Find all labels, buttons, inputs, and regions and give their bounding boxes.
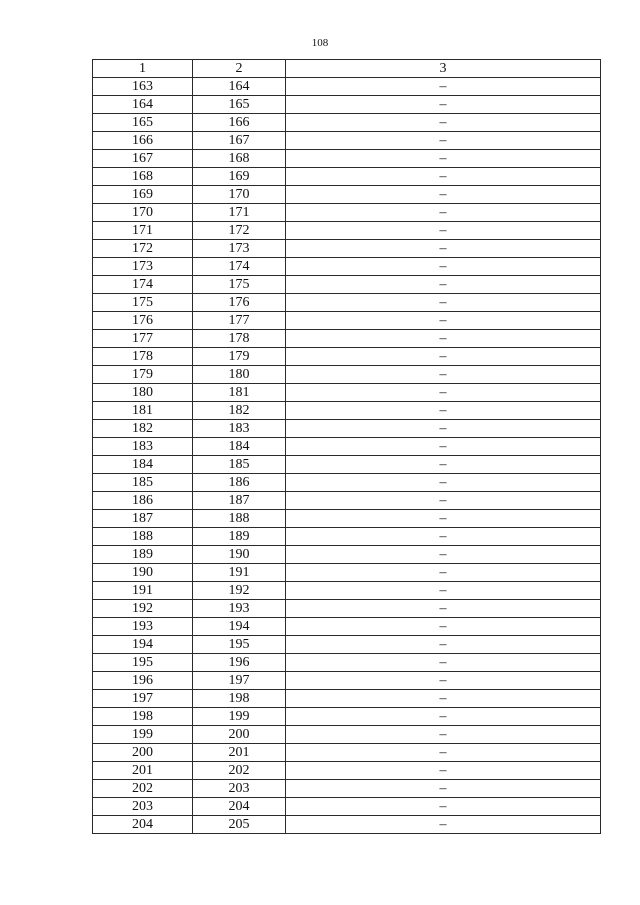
table-cell-col-2: 201 [193, 744, 286, 762]
table-cell-col-2: 174 [193, 258, 286, 276]
table-cell-col-1: 187 [93, 510, 193, 528]
table-cell-col-3: – [286, 636, 601, 654]
table-cell-col-3: – [286, 600, 601, 618]
table-cell-col-2: 185 [193, 456, 286, 474]
table-cell-col-3: – [286, 402, 601, 420]
table-cell-col-3: – [286, 708, 601, 726]
table-row [93, 492, 601, 510]
table-cell-col-2: 189 [193, 528, 286, 546]
table-row [93, 366, 601, 384]
table-row [93, 294, 601, 312]
table-cell-col-2: 169 [193, 168, 286, 186]
table-cell-col-2: 199 [193, 708, 286, 726]
table-cell-col-1: 178 [93, 348, 193, 366]
table-row [93, 510, 601, 528]
table-cell-col-1: 186 [93, 492, 193, 510]
table-row [93, 636, 601, 654]
table-cell-col-3: – [286, 186, 601, 204]
table-cell-col-2: 198 [193, 690, 286, 708]
table-cell-col-1: 193 [93, 618, 193, 636]
table-cell-col-2: 202 [193, 762, 286, 780]
table-cell-col-1: 164 [93, 96, 193, 114]
table-row [93, 780, 601, 798]
table-cell-col-2: 197 [193, 672, 286, 690]
table-row [93, 96, 601, 114]
table-cell-col-1: 202 [93, 780, 193, 798]
table-cell-col-2: 167 [193, 132, 286, 150]
table-row [93, 204, 601, 222]
table-cell-col-2: 186 [193, 474, 286, 492]
table-row [93, 186, 601, 204]
table-cell-col-2: 175 [193, 276, 286, 294]
table-cell-col-2: 191 [193, 564, 286, 582]
table-row [93, 600, 601, 618]
table-cell-col-3: – [286, 240, 601, 258]
table-cell-col-3: – [286, 546, 601, 564]
table-cell-col-1: 173 [93, 258, 193, 276]
table-cell-col-2: 200 [193, 726, 286, 744]
table-cell-col-3: – [286, 204, 601, 222]
table-cell-col-2: 182 [193, 402, 286, 420]
table-cell-col-3: – [286, 510, 601, 528]
table-cell-col-2: 193 [193, 600, 286, 618]
table-cell-col-3: – [286, 366, 601, 384]
table-cell-col-1: 197 [93, 690, 193, 708]
table-row [93, 132, 601, 150]
table-cell-col-2: 176 [193, 294, 286, 312]
table-cell-col-1: 167 [93, 150, 193, 168]
table-cell-col-1: 201 [93, 762, 193, 780]
table-cell-col-1: 185 [93, 474, 193, 492]
table-cell-col-1: 204 [93, 816, 193, 834]
table-row [93, 384, 601, 402]
page-number: 108 [311, 37, 329, 49]
table-cell-col-2: 190 [193, 546, 286, 564]
table-cell-col-3: – [286, 798, 601, 816]
table-cell-col-1: 190 [93, 564, 193, 582]
table-cell-col-1: 174 [93, 276, 193, 294]
table-cell-col-3: – [286, 492, 601, 510]
table-cell-col-1: 183 [93, 438, 193, 456]
table-cell-col-3: – [286, 438, 601, 456]
table-cell-col-2: 179 [193, 348, 286, 366]
table-cell-col-1: 176 [93, 312, 193, 330]
table-header [93, 60, 601, 78]
table-row [93, 438, 601, 456]
table-cell-col-3: – [286, 168, 601, 186]
data-table [92, 59, 601, 834]
table-cell-col-1: 175 [93, 294, 193, 312]
header-row [93, 60, 601, 78]
table-cell-col-1: 199 [93, 726, 193, 744]
table-cell-col-2: 203 [193, 780, 286, 798]
table-cell-col-1: 195 [93, 654, 193, 672]
column-header-1: 1 [93, 60, 193, 78]
table-row [93, 582, 601, 600]
table-cell-col-3: – [286, 150, 601, 168]
table-cell-col-2: 194 [193, 618, 286, 636]
table-cell-col-1: 192 [93, 600, 193, 618]
table-cell-col-3: – [286, 132, 601, 150]
table-cell-col-2: 172 [193, 222, 286, 240]
table-row [93, 546, 601, 564]
table-cell-col-2: 177 [193, 312, 286, 330]
table-cell-col-1: 170 [93, 204, 193, 222]
table-cell-col-3: – [286, 528, 601, 546]
table-row [93, 744, 601, 762]
table-cell-col-3: – [286, 294, 601, 312]
table-row [93, 528, 601, 546]
table-row [93, 168, 601, 186]
table-row [93, 726, 601, 744]
table-cell-col-3: – [286, 816, 601, 834]
table-cell-col-1: 188 [93, 528, 193, 546]
table-cell-col-2: 166 [193, 114, 286, 132]
table-cell-col-3: – [286, 384, 601, 402]
table-cell-col-1: 163 [93, 78, 193, 96]
table-cell-col-1: 180 [93, 384, 193, 402]
table-cell-col-3: – [286, 312, 601, 330]
table-cell-col-2: 188 [193, 510, 286, 528]
table-cell-col-1: 184 [93, 456, 193, 474]
table-cell-col-2: 192 [193, 582, 286, 600]
table-cell-col-3: – [286, 762, 601, 780]
table-row [93, 78, 601, 96]
table-row [93, 798, 601, 816]
table-row [93, 312, 601, 330]
table-cell-col-1: 203 [93, 798, 193, 816]
table-cell-col-3: – [286, 690, 601, 708]
table-cell-col-3: – [286, 744, 601, 762]
table-cell-col-1: 198 [93, 708, 193, 726]
table-cell-col-1: 169 [93, 186, 193, 204]
table-cell-col-3: – [286, 618, 601, 636]
table-row [93, 654, 601, 672]
table-cell-col-1: 171 [93, 222, 193, 240]
table-row [93, 420, 601, 438]
table-row [93, 348, 601, 366]
table-cell-col-3: – [286, 348, 601, 366]
table-cell-col-3: – [286, 564, 601, 582]
table-cell-col-2: 184 [193, 438, 286, 456]
table-cell-col-2: 164 [193, 78, 286, 96]
table-row [93, 258, 601, 276]
table-cell-col-1: 168 [93, 168, 193, 186]
table-cell-col-2: 180 [193, 366, 286, 384]
table-cell-col-1: 196 [93, 672, 193, 690]
table-cell-col-3: – [286, 258, 601, 276]
table-cell-col-1: 172 [93, 240, 193, 258]
table-cell-col-2: 171 [193, 204, 286, 222]
table-cell-col-1: 181 [93, 402, 193, 420]
table-cell-col-3: – [286, 582, 601, 600]
table-cell-col-1: 166 [93, 132, 193, 150]
table-row [93, 816, 601, 834]
table-cell-col-2: 196 [193, 654, 286, 672]
column-header-2: 2 [193, 60, 286, 78]
table-cell-col-3: – [286, 672, 601, 690]
table-cell-col-1: 189 [93, 546, 193, 564]
table-row [93, 708, 601, 726]
table-cell-col-2: 205 [193, 816, 286, 834]
table-cell-col-1: 179 [93, 366, 193, 384]
table-row [93, 456, 601, 474]
table-cell-col-3: – [286, 222, 601, 240]
table-cell-col-1: 191 [93, 582, 193, 600]
table-cell-col-3: – [286, 654, 601, 672]
table-cell-col-2: 178 [193, 330, 286, 348]
table-cell-col-1: 177 [93, 330, 193, 348]
table-cell-col-1: 194 [93, 636, 193, 654]
table-row [93, 564, 601, 582]
table-body [93, 78, 601, 834]
table-cell-col-3: – [286, 456, 601, 474]
table-row [93, 114, 601, 132]
table-cell-col-3: – [286, 276, 601, 294]
table-row [93, 762, 601, 780]
table-row [93, 402, 601, 420]
table-row [93, 474, 601, 492]
table-cell-col-3: – [286, 78, 601, 96]
table-cell-col-2: 195 [193, 636, 286, 654]
table-cell-col-1: 200 [93, 744, 193, 762]
table-cell-col-3: – [286, 114, 601, 132]
table-cell-col-2: 168 [193, 150, 286, 168]
table-row [93, 330, 601, 348]
column-header-3: 3 [286, 60, 601, 78]
table-cell-col-2: 181 [193, 384, 286, 402]
table-cell-col-2: 187 [193, 492, 286, 510]
table-cell-col-3: – [286, 96, 601, 114]
table-cell-col-3: – [286, 420, 601, 438]
table-cell-col-3: – [286, 726, 601, 744]
table-cell-col-3: – [286, 780, 601, 798]
table-row [93, 618, 601, 636]
table-row [93, 240, 601, 258]
table-cell-col-2: 173 [193, 240, 286, 258]
table-cell-col-2: 204 [193, 798, 286, 816]
table-cell-col-1: 182 [93, 420, 193, 438]
table-row [93, 690, 601, 708]
table-cell-col-2: 165 [193, 96, 286, 114]
table-cell-col-3: – [286, 474, 601, 492]
table-cell-col-2: 170 [193, 186, 286, 204]
table-row [93, 276, 601, 294]
table-row [93, 150, 601, 168]
table-row [93, 672, 601, 690]
table-cell-col-2: 183 [193, 420, 286, 438]
table-cell-col-1: 165 [93, 114, 193, 132]
table-cell-col-3: – [286, 330, 601, 348]
table-row [93, 222, 601, 240]
